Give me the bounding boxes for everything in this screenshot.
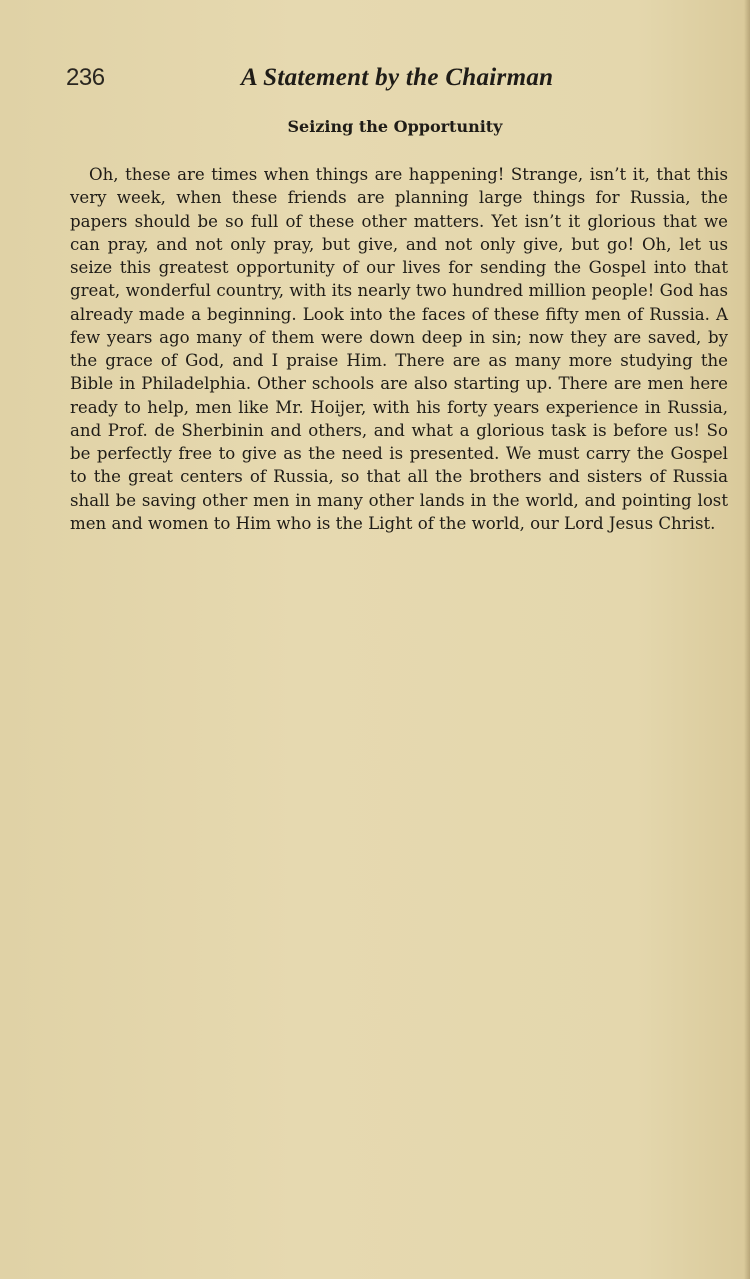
section-heading: Seizing the Opportunity <box>287 117 503 136</box>
body-paragraph: Oh, these are times when things are happening! Strange, isn’t it, that this very week, when these friends are planning large things for Russia, the papers should be so full of these other matters. Yet isn’t it glorious that we can pray, and not only pray, but give, and not only give, but go! Oh, let us seize this greatest opportunity of our lives for sending the Gospel into that great, wonderful country, with its nearly two hundred million people! God has already made a beginning. Look into the faces of these fifty men of Russia. A few years ago many of them were down deep in sin; now they are saved, by the grace of God, and I praise Him. There are as many more studying the Bible in Philadelphia. Other schools are also starting up. There are men here ready to help, men like Mr. Hoijer, with his forty years experience in Russia, and Prof. de Sherbinin and others, and what a glorious task is before us! So be perfectly free to give as the need is presented. We must carry the Gospel to the great centers of Russia, so that all the brothers and sisters of Russia shall be saving other men in many other lands in the world, and pointing lost men and women to Him who is the Light of the world, our Lord Jesus Christ. <box>70 165 728 533</box>
running-title: A Statement by the Chairman <box>241 64 554 91</box>
page-edge-shadow <box>744 0 750 1279</box>
running-head <box>66 64 686 98</box>
page-number: 236 <box>66 64 105 91</box>
